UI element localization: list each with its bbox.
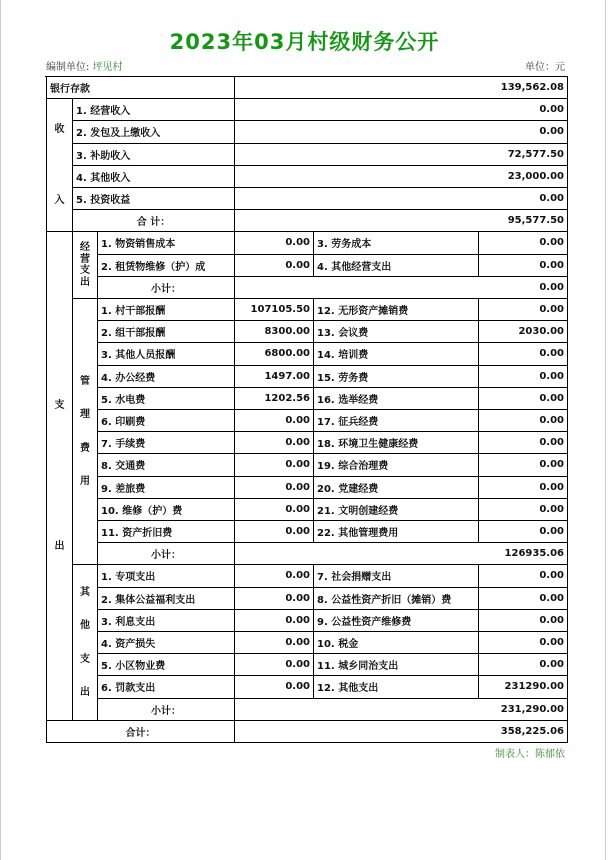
operating-item-value: 0.00	[235, 255, 314, 277]
management-group-label-char: 用	[80, 476, 90, 488]
management-item-label: 9. 差旅费	[98, 477, 235, 499]
other-group-label-char: 支	[80, 653, 90, 665]
operating-group-label	[73, 232, 98, 299]
management-group-label-char: 理	[80, 409, 90, 421]
operating-group-label-char: 营	[80, 253, 90, 265]
operating-subtotal-value: 0.00	[235, 277, 568, 299]
income-item-value: 0.00	[235, 99, 568, 121]
management-item-value: 0.00	[235, 477, 314, 499]
income-total-value: 95,577.50	[235, 210, 568, 232]
management-item-label: 13. 会议费	[314, 321, 479, 343]
other-item-label: 4. 资产损失	[98, 632, 235, 654]
management-item-label: 6. 印刷费	[98, 410, 235, 432]
other-item-value: 0.00	[235, 676, 314, 698]
income-section-label	[46, 99, 73, 232]
management-item-label: 10. 维修（护）费	[98, 499, 235, 521]
management-group-label-char: 费	[80, 442, 90, 454]
management-item-label: 22. 其他管理费用	[314, 521, 479, 543]
other-item-value: 0.00	[479, 632, 568, 654]
management-item-label: 7. 手续费	[98, 432, 235, 454]
management-item-label: 2. 组干部报酬	[98, 321, 235, 343]
other-group-label-char: 他	[80, 620, 90, 632]
management-item-label: 5. 水电费	[98, 388, 235, 410]
management-item-label: 11. 资产折旧费	[98, 521, 235, 543]
other-item-value: 0.00	[235, 610, 314, 632]
left-gridline	[0, 0, 1, 860]
income-total-label: 合 计：	[73, 210, 235, 232]
income-section-label-char: 收	[54, 123, 65, 135]
preparer-name: 陈郁依	[535, 749, 565, 760]
other-item-label: 5. 小区物业费	[98, 654, 235, 676]
management-item-value: 0.00	[479, 343, 568, 365]
operating-group-label-char: 支	[80, 265, 90, 277]
income-item-value: 0.00	[235, 121, 568, 143]
management-group-label-char: 管	[80, 375, 90, 387]
other-item-value: 0.00	[479, 610, 568, 632]
expense-section-label-char: 支	[54, 399, 65, 411]
other-item-value: 0.00	[235, 565, 314, 587]
other-item-value: 0.00	[235, 588, 314, 610]
expense-total-label: 合计：	[46, 721, 235, 743]
management-item-value: 1202.56	[235, 388, 314, 410]
operating-item-value: 0.00	[479, 232, 568, 254]
management-item-value: 0.00	[235, 432, 314, 454]
management-item-value: 0.00	[479, 366, 568, 388]
other-item-label: 12. 其他支出	[314, 676, 479, 698]
other-group-label	[73, 565, 98, 720]
operating-group-label-char: 出	[80, 276, 90, 288]
management-item-label: 19. 综合治理费	[314, 454, 479, 476]
other-item-value: 0.00	[235, 654, 314, 676]
other-group-label-char: 其	[80, 586, 90, 598]
other-item-value: 0.00	[479, 565, 568, 587]
management-item-label: 15. 劳务费	[314, 366, 479, 388]
management-item-value: 0.00	[479, 499, 568, 521]
other-item-label: 8. 公益性资产折旧（摊销）费	[314, 588, 479, 610]
other-item-label: 3. 利息支出	[98, 610, 235, 632]
management-item-label: 20. 党建经费	[314, 477, 479, 499]
other-item-value: 231290.00	[479, 676, 568, 698]
currency-unit: 单位：元	[525, 62, 565, 73]
operating-item-value: 0.00	[235, 232, 314, 254]
preparer	[495, 745, 565, 760]
management-item-label: 3. 其他人员报酬	[98, 343, 235, 365]
other-subtotal-value: 231,290.00	[235, 699, 568, 721]
other-item-value: 0.00	[235, 632, 314, 654]
income-item-label: 2. 发包及上缴收入	[73, 121, 235, 143]
right-gridline	[605, 0, 606, 860]
management-item-value: 0.00	[479, 477, 568, 499]
compiling-unit	[46, 58, 123, 73]
management-item-value: 0.00	[235, 499, 314, 521]
income-item-label: 1. 经营收入	[73, 99, 235, 121]
operating-item-label: 4. 其他经营支出	[314, 255, 479, 277]
management-item-label: 12. 无形资产摊销费	[314, 299, 479, 321]
other-item-label: 6. 罚款支出	[98, 676, 235, 698]
management-item-value: 0.00	[479, 410, 568, 432]
management-item-value: 0.00	[479, 299, 568, 321]
management-item-label: 8. 交通费	[98, 454, 235, 476]
income-item-label: 5. 投资收益	[73, 188, 235, 210]
management-item-value: 0.00	[479, 454, 568, 476]
management-subtotal-value: 126935.06	[235, 543, 568, 565]
income-item-value: 23,000.00	[235, 166, 568, 188]
management-item-value: 1497.00	[235, 366, 314, 388]
management-item-label: 17. 征兵经费	[314, 410, 479, 432]
other-item-label: 1. 专项支出	[98, 565, 235, 587]
income-item-value: 0.00	[235, 188, 568, 210]
expense-section-label-char: 出	[54, 541, 65, 553]
income-item-label: 4. 其他收入	[73, 166, 235, 188]
preparer-label: 制表人：	[495, 749, 535, 760]
management-item-value: 0.00	[479, 432, 568, 454]
income-item-value: 72,577.50	[235, 144, 568, 166]
other-subtotal-label: 小计：	[98, 699, 235, 721]
income-item-label: 3. 补助收入	[73, 144, 235, 166]
other-item-label: 11. 城乡同治支出	[314, 654, 479, 676]
operating-item-value: 0.00	[479, 255, 568, 277]
bank-value: 139,562.08	[235, 77, 568, 99]
management-item-value: 8300.00	[235, 321, 314, 343]
other-item-value: 0.00	[479, 654, 568, 676]
compiling-unit-label: 编制单位:	[46, 62, 90, 73]
management-item-value: 0.00	[235, 521, 314, 543]
management-item-label: 1. 村干部报酬	[98, 299, 235, 321]
other-group-label-char: 出	[80, 687, 90, 699]
management-item-value: 107105.50	[235, 299, 314, 321]
operating-item-label: 3. 劳务成本	[314, 232, 479, 254]
management-item-value: 0.00	[235, 410, 314, 432]
other-item-label: 9. 公益性资产维修费	[314, 610, 479, 632]
other-item-label: 10. 税金	[314, 632, 479, 654]
operating-item-label: 2. 租赁物维修（护）成	[98, 255, 235, 277]
management-item-label: 18. 环境卫生健康经费	[314, 432, 479, 454]
management-item-value: 2030.00	[479, 321, 568, 343]
operating-item-label: 1. 物资销售成本	[98, 232, 235, 254]
management-item-value: 0.00	[479, 388, 568, 410]
other-item-value: 0.00	[479, 588, 568, 610]
operating-group-label-char: 经	[80, 242, 90, 254]
management-item-label: 14. 培训费	[314, 343, 479, 365]
compiling-unit-value: 坪见村	[92, 62, 123, 73]
operating-subtotal-label: 小计：	[98, 277, 235, 299]
management-item-value: 0.00	[235, 454, 314, 476]
management-item-label: 4. 办公经费	[98, 366, 235, 388]
management-group-label	[73, 299, 98, 565]
management-item-label: 21. 文明创建经费	[314, 499, 479, 521]
page-title: 2023年03月村级财务公开	[169, 30, 440, 54]
management-item-value: 6800.00	[235, 343, 314, 365]
management-subtotal-label: 小计：	[98, 543, 235, 565]
bank-label: 银行存款	[46, 77, 235, 99]
expense-section-label	[46, 232, 73, 720]
other-item-label: 2. 集体公益福利支出	[98, 588, 235, 610]
income-section-label-char: 入	[54, 195, 65, 207]
other-item-label: 7. 社会捐赠支出	[314, 565, 479, 587]
management-item-label: 16. 选举经费	[314, 388, 479, 410]
management-item-value: 0.00	[479, 521, 568, 543]
expense-total-value: 358,225.06	[235, 721, 568, 743]
